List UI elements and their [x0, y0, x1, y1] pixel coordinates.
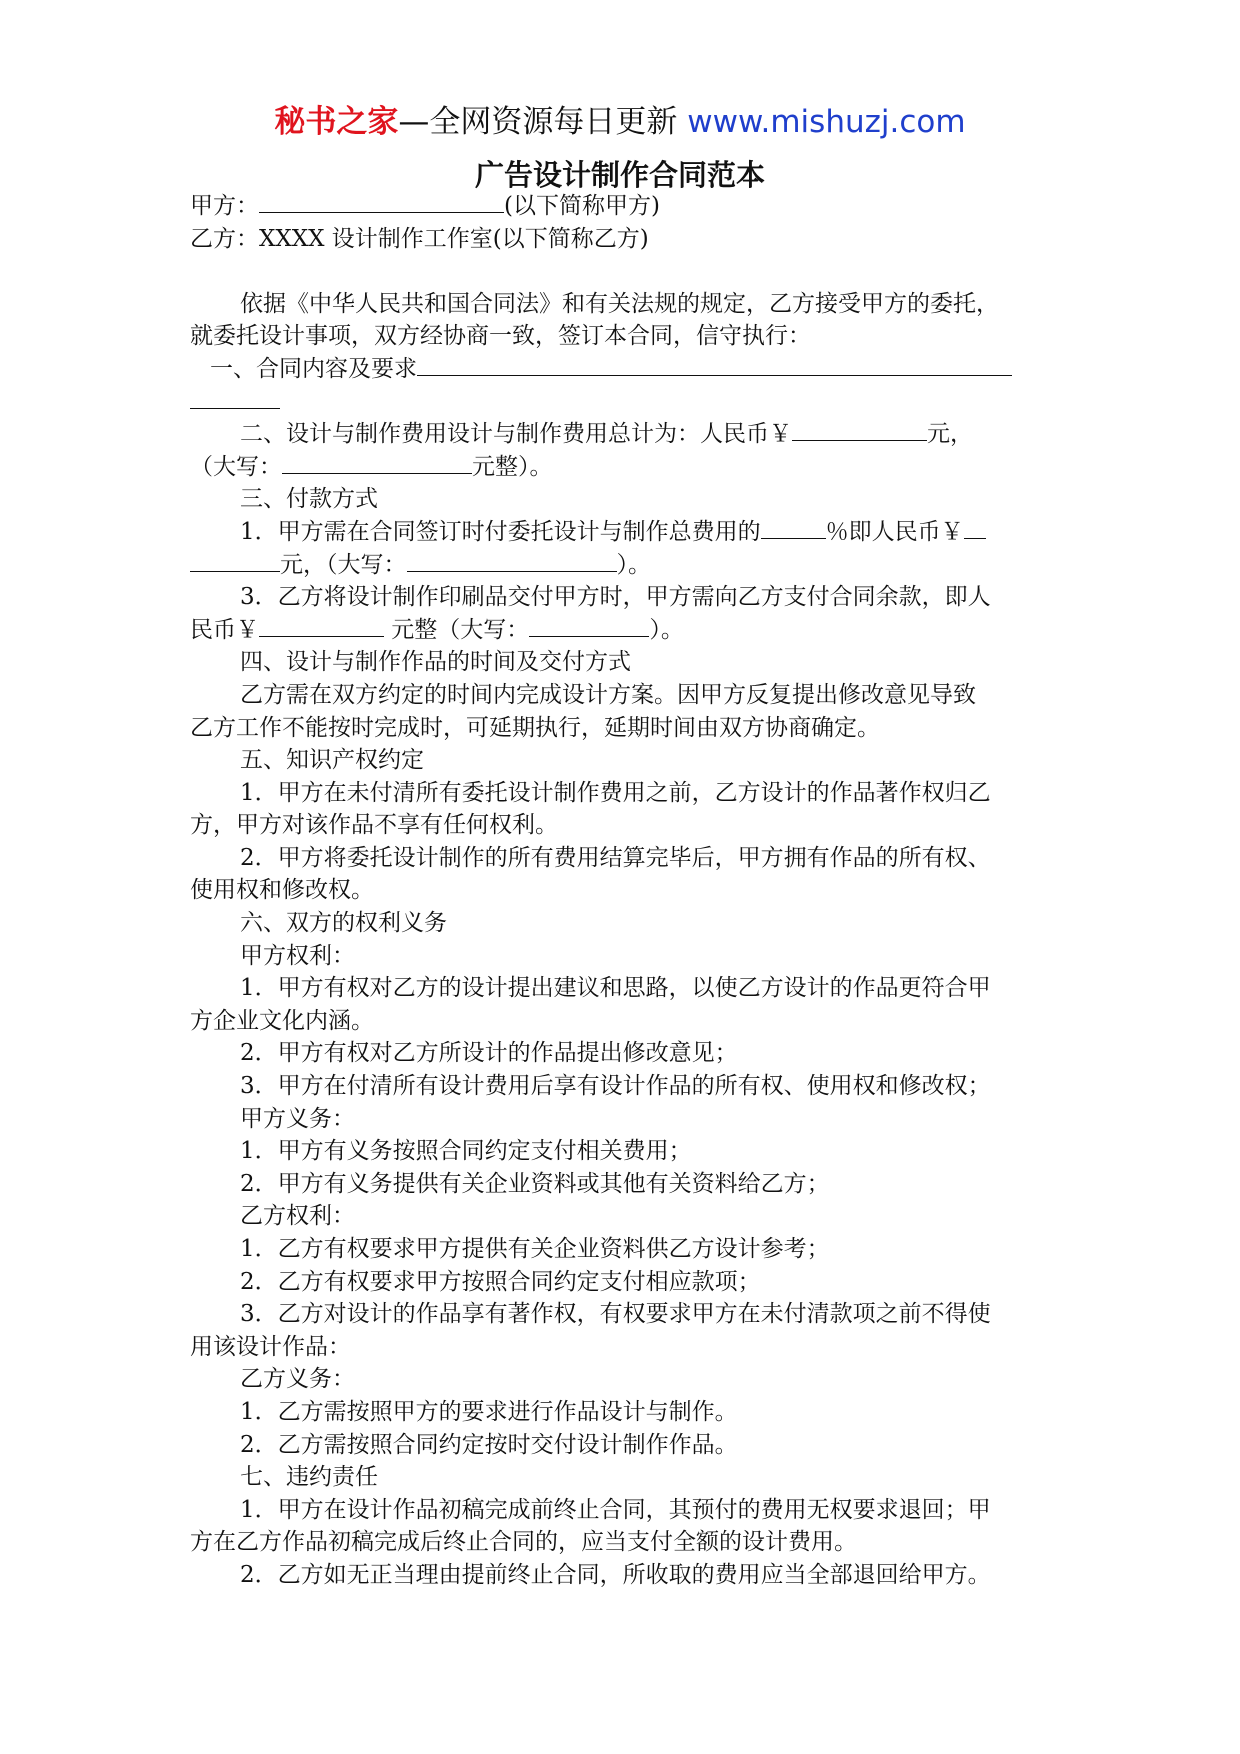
balance-blank: [259, 614, 384, 637]
site-header: [0, 102, 1240, 142]
content-blank: [190, 386, 280, 409]
party-a-blank: [259, 190, 504, 213]
amount-blank: [190, 549, 280, 572]
list-item: 方企业文化内涵。: [190, 1007, 374, 1034]
brand-name: 秘书之家: [274, 104, 399, 140]
content-blank: [417, 353, 1012, 376]
list-item: 1．乙方需按照甲方的要求进行作品设计与制作。: [240, 1398, 738, 1425]
subheading: 乙方义务：: [240, 1366, 355, 1393]
list-item: 1．甲方在设计作品初稿完成前终止合同，其预付的费用无权要求退回；甲: [240, 1496, 991, 1523]
paragraph-line: 使用权和修改权。: [190, 877, 374, 904]
party-a-line: 甲方： (以下简称甲方): [190, 190, 1055, 223]
fee-words-blank: [282, 451, 472, 474]
content-blank-line: [190, 386, 1055, 419]
section-heading: 六、双方的权利义务: [240, 910, 447, 937]
header-slogan: —全网资源每日更新: [398, 104, 688, 140]
site-url[interactable]: www.mishuzj.com: [687, 104, 966, 140]
paragraph-line: 2．甲方将委托设计制作的所有费用结算完毕后，甲方拥有作品的所有权、: [240, 844, 991, 871]
spacer: [190, 255, 1055, 288]
list-item: 2．乙方如无正当理由提前终止合同，所收取的费用应当全部退回给甲方。: [240, 1561, 991, 1588]
section-heading: 五、知识产权约定: [240, 747, 424, 774]
list-item: 1．乙方有权要求甲方提供有关企业资料供乙方设计参考；: [240, 1236, 830, 1262]
paragraph-line: （大写： 元整）。: [190, 451, 1055, 484]
party-b-line: 乙方：XXXX 设计制作工作室(以下简称乙方): [190, 225, 649, 252]
list-item: 3．甲方在付清所有设计费用后享有设计作品的所有权、使用权和修改权；: [240, 1073, 991, 1100]
amount-words-blank: [407, 549, 617, 572]
paragraph-line: 3．乙方将设计制作印刷品交付甲方时，甲方需向乙方支付合同余款，即人: [240, 584, 991, 611]
percent-blank: [761, 516, 826, 539]
balance-words-blank: [529, 614, 649, 637]
section-heading: 一、合同内容及要求: [190, 353, 1055, 386]
paragraph-line: 1．甲方在未付清所有委托设计制作费用之前，乙方设计的作品著作权归乙: [240, 779, 991, 806]
intro-line: 就委托设计事项，双方经协商一致，签订本合同，信守执行：: [190, 323, 811, 350]
list-item: 3．乙方对设计的作品享有著作权，有权要求甲方在未付清款项之前不得使: [240, 1301, 991, 1328]
subheading: 甲方权利：: [240, 942, 355, 969]
paragraph-line: 方，甲方对该作品不享有任何权利。: [190, 812, 558, 839]
section-heading: 七、违约责任: [240, 1464, 378, 1491]
fee-blank: [792, 418, 927, 441]
section-heading: 二、设计与制作费用设计与制作费用总计为：人民币￥ 元，: [190, 418, 1055, 451]
list-item: 用该设计作品：: [190, 1333, 351, 1360]
list-item: 方在乙方作品初稿完成后终止合同的，应当支付全额的设计费用。: [190, 1529, 857, 1556]
list-item: 1．甲方有义务按照合同约定支付相关费用；: [240, 1138, 692, 1165]
document-body: [190, 190, 1055, 1592]
subheading: 甲方义务：: [240, 1105, 355, 1132]
paragraph-line: 1．甲方需在合同签订时付委托设计与制作总费用的 ％即人民币￥: [190, 516, 1055, 549]
paragraph-line: 元，（大写： ）。: [190, 549, 1055, 582]
paragraph-line: 民币￥ 元整（大写： ）。: [190, 614, 1055, 647]
list-item: 2．甲方有权对乙方所设计的作品提出修改意见；: [240, 1040, 738, 1067]
subheading: 乙方权利：: [240, 1203, 355, 1230]
amount-blank: [964, 516, 986, 539]
document-title: 广告设计制作合同范本: [474, 158, 765, 192]
list-item: 2．乙方需按照合同约定按时交付设计制作作品。: [240, 1431, 738, 1458]
section-heading: 三、付款方式: [240, 486, 378, 513]
section-heading: 四、设计与制作作品的时间及交付方式: [240, 649, 631, 676]
list-item: 1．甲方有权对乙方的设计提出建议和思路，以使乙方设计的作品更符合甲: [240, 975, 991, 1002]
paragraph-line: 乙方工作不能按时完成时，可延期执行，延期时间由双方协商确定。: [190, 714, 880, 741]
intro-line: 依据《中华人民共和国合同法》和有关法规的规定，乙方接受甲方的委托，: [240, 290, 999, 317]
list-item: 2．甲方有义务提供有关企业资料或其他有关资料给乙方；: [240, 1170, 830, 1197]
list-item: 2．乙方有权要求甲方按照合同约定支付相应款项；: [240, 1268, 761, 1295]
paragraph-line: 乙方需在双方约定的时间内完成设计方案。因甲方反复提出修改意见导致: [240, 681, 976, 708]
